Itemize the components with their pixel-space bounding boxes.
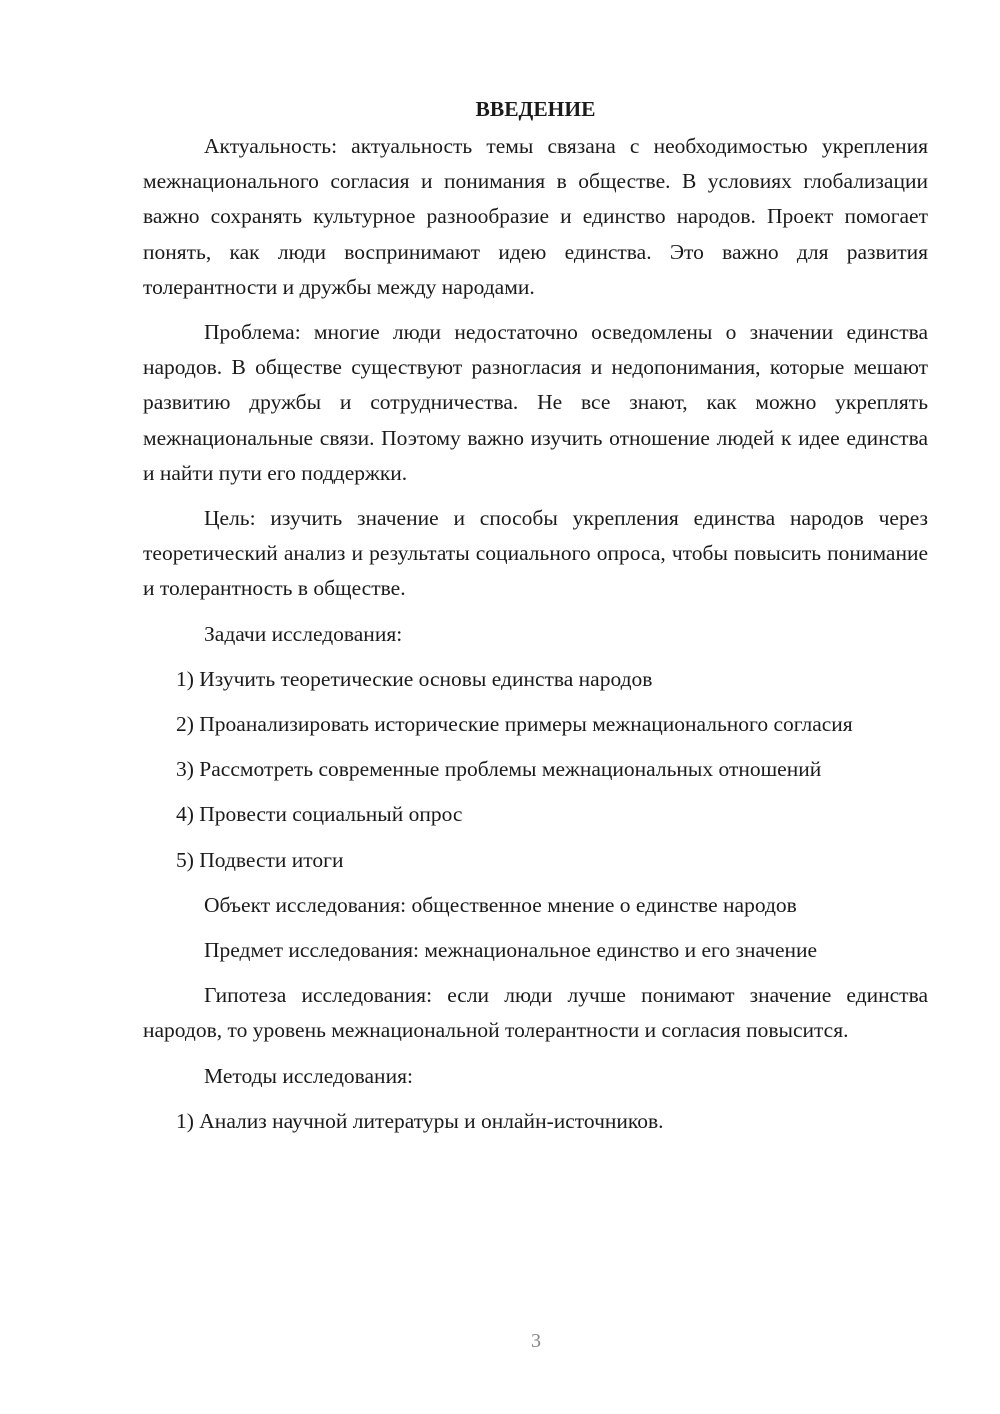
page-number: 3 (531, 1330, 541, 1352)
task-item: 2) Проанализировать исторические примеры межнационального согласия (176, 712, 853, 737)
task-item: 5) Подвести итоги (176, 847, 344, 872)
tasks-heading: Задачи исследования: (204, 621, 403, 646)
goal-paragraph: Цель: изучить значение и способы укрепления единства народов через теоретический анализ и результаты социального опроса, чтобы повысить понимание и толерантность в обществе. (143, 506, 928, 601)
relevance-paragraph: Актуальность: актуальность темы связана с необходимостью укрепления межнационального согласия и понимания в обществе. В условиях глобализации важно сохранять культурное разнообразие и единство народов. Проект помогает понять, как люди воспринимают идею единства. Это важно для развития толерантности и дружбы между народами. (143, 134, 928, 299)
problem-paragraph: Проблема: многие люди недостаточно осведомлены о значении единства народов. В обществе существуют разногласия и недопонимания, которые мешают развитию дружбы и сотрудничества. Не все знают, как можно укреплять межнациональные связи. Поэтому важно изучить отношение людей к идее единства и найти пути его поддержки. (143, 320, 928, 485)
section-title: ВВЕДЕНИЕ (475, 97, 596, 121)
document-page (143, 92, 928, 1149)
methods-heading: Методы исследования: (204, 1063, 413, 1088)
object-line: Объект исследования: общественное мнение о единстве народов (204, 892, 797, 917)
task-item: 1) Изучить теоретические основы единства народов (176, 666, 653, 691)
task-item: 4) Провести социальный опрос (176, 802, 463, 827)
task-item: 3) Рассмотреть современные проблемы межнациональных отношений (176, 757, 822, 782)
subject-line: Предмет исследования: межнациональное единство и его значение (204, 938, 818, 963)
hypothesis-paragraph: Гипотеза исследования: если люди лучше понимают значение единства народов, то уровень межнациональной толерантности и согласия повысится. (143, 983, 928, 1043)
method-item: 1) Анализ научной литературы и онлайн-источников. (176, 1108, 664, 1133)
